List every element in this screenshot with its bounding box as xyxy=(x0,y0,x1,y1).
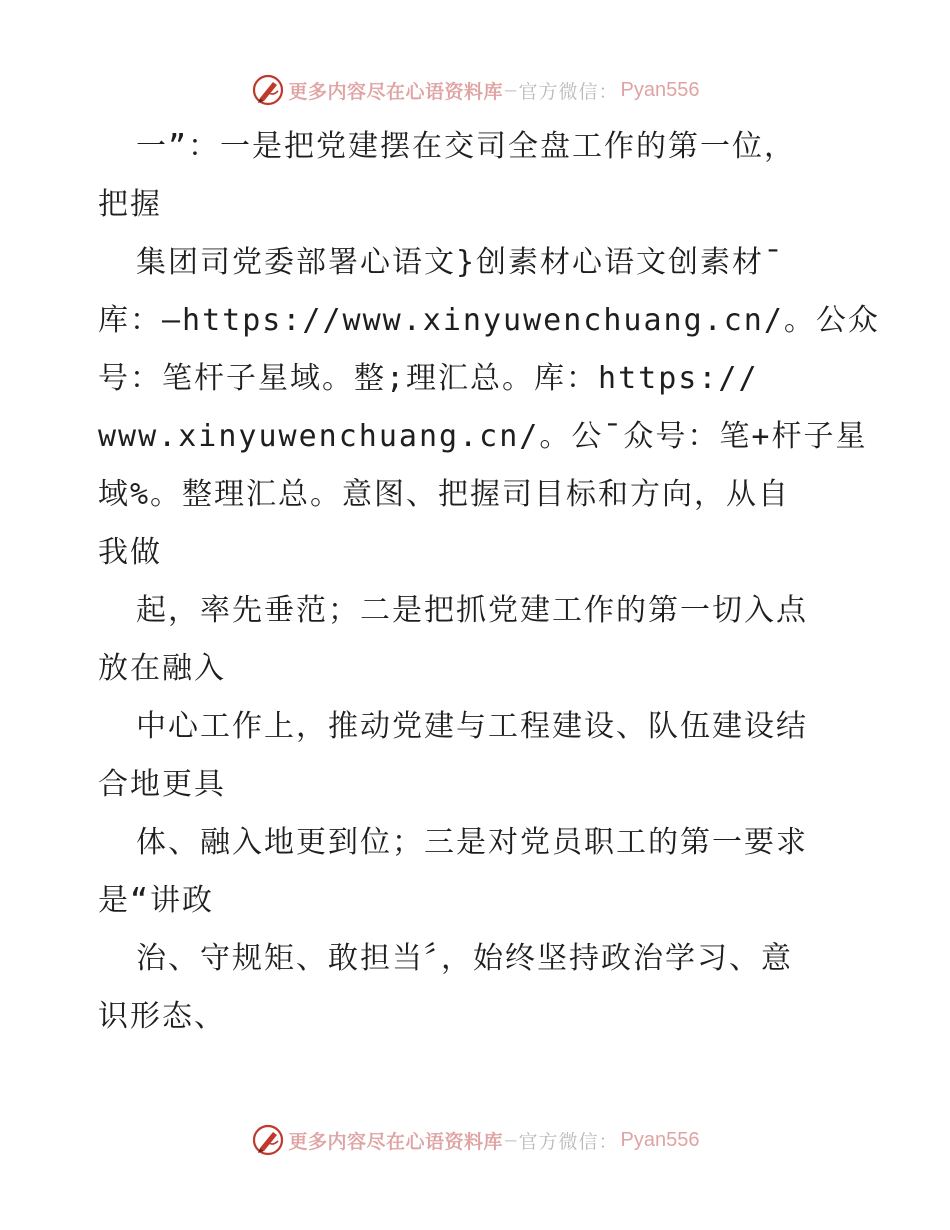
banner-dash: — xyxy=(505,79,517,101)
pen-logo-icon xyxy=(251,1123,285,1157)
footer-dash: — xyxy=(505,1129,517,1151)
text-line: 合地更具 xyxy=(98,767,226,802)
footer-wechat-id: Pyan556 xyxy=(620,1128,700,1151)
text-line: 治、守规矩、敢担当〞，始终坚持政治学习、意 xyxy=(136,941,793,976)
text-line: 号：笔杆子星域。整;理汇总。库：https:// xyxy=(98,361,759,396)
banner-wechat-id: Pyan556 xyxy=(620,78,700,101)
text-line: 集团司党委部署心语文}创素材心语文创素材¯ xyxy=(136,245,785,280)
text-line: 我做 xyxy=(98,535,162,570)
text-line: 是“讲政 xyxy=(98,883,215,918)
header-banner xyxy=(0,70,950,110)
text-line: 域%。整理汇总。意图、把握司目标和方向，从自 xyxy=(98,477,791,512)
footer-slogan: 更多内容尽在心语资料库 xyxy=(288,1130,504,1153)
text-line: 库：—https://www.xinyuwenchuang.cn/。公众 xyxy=(98,303,880,338)
text-line: 一”：一是把党建摆在交司全盘工作的第一位， xyxy=(136,129,797,164)
footer-banner xyxy=(0,1120,950,1160)
text-line: 体、融入地更到位；三是对党员职工的第一要求 xyxy=(136,825,808,860)
text-line: 识形态、 xyxy=(98,999,226,1034)
text-line: 中心工作上，推动党建与工程建设、队伍建设结 xyxy=(136,709,808,744)
banner-wechat-label: 官方微信： xyxy=(518,80,619,103)
pen-logo-icon xyxy=(251,73,285,107)
text-line: 放在融入 xyxy=(98,651,226,686)
document-body xyxy=(98,118,880,1046)
banner-slogan: 更多内容尽在心语资料库 xyxy=(288,80,504,103)
text-line: www.xinyuwenchuang.cn/。公¯众号：笔+杆子星 xyxy=(98,419,868,454)
footer-wechat-label: 官方微信： xyxy=(518,1130,619,1153)
text-line: 把握 xyxy=(98,187,162,222)
text-line: 起，率先垂范；二是把抓党建工作的第一切入点 xyxy=(136,593,808,628)
